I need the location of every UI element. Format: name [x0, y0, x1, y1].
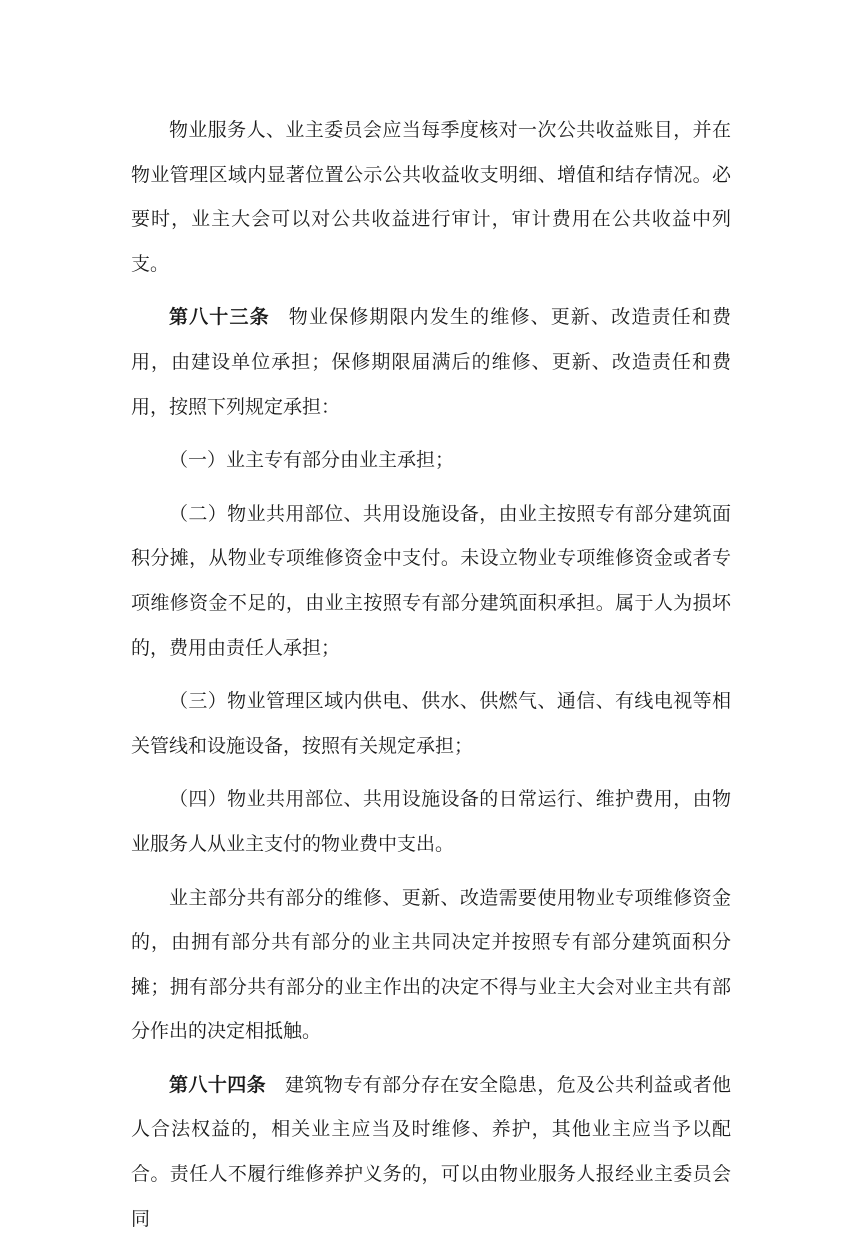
- paragraph-text: （一）业主专有部分由业主承担；: [169, 449, 455, 472]
- list-item: [131, 679, 731, 768]
- list-item: [131, 777, 731, 866]
- paragraph-text: （二）物业共用部位、共用设施设备，由业主按照专有部分建筑面积分摊，从物业专项维修资金中支付。未设立物业专项维修资金或者专项维修资金不足的，由业主按照专有部分建筑面积承担。属于人为损坏的，费用由责任人承担；: [131, 502, 731, 659]
- paragraph-text: 建筑物专有部分存在安全隐患，危及公共利益或者他人合法权益的，相关业主应当及时维修、养护，其他业主应当予以配合。责任人不履行维修养护义务的，可以由物业服务人报经业主委员会同: [131, 1073, 731, 1230]
- list-item: [131, 438, 731, 483]
- paragraph-text: 业主部分共有部分的维修、更新、改造需要使用物业专项维修资金的，由拥有部分共有部分的业主共同决定并按照专有部分建筑面积分摊；拥有部分共有部分的业主作出的决定不得与业主大会对业主共有部分作出的决定相抵触。: [131, 886, 731, 1043]
- list-item: [131, 492, 731, 670]
- paragraph: [131, 108, 731, 286]
- article-paragraph: [131, 295, 731, 429]
- paragraph: [131, 876, 731, 1054]
- document-body: [131, 108, 731, 1250]
- paragraph-text: （四）物业共用部位、共用设施设备的日常运行、维护费用，由物业服务人从业主支付的物业费中支出。: [131, 788, 731, 855]
- article-number: 第八十四条: [169, 1073, 267, 1096]
- article-paragraph: [131, 1063, 731, 1241]
- paragraph-text: 物业保修期限内发生的维修、更新、改造责任和费用，由建设单位承担；保修期限届满后的维修、更新、改造责任和费用，按照下列规定承担：: [131, 306, 731, 418]
- paragraph-text: （三）物业管理区域内供电、供水、供燃气、通信、有线电视等相关管线和设施设备，按照有关规定承担；: [131, 690, 731, 757]
- article-number: 第八十三条: [169, 306, 270, 329]
- paragraph-text: 物业服务人、业主委员会应当每季度核对一次公共收益账目，并在物业管理区域内显著位置公示公共收益收支明细、增值和结存情况。必要时，业主大会可以对公共收益进行审计，审计费用在公共收益中列支。: [131, 119, 731, 275]
